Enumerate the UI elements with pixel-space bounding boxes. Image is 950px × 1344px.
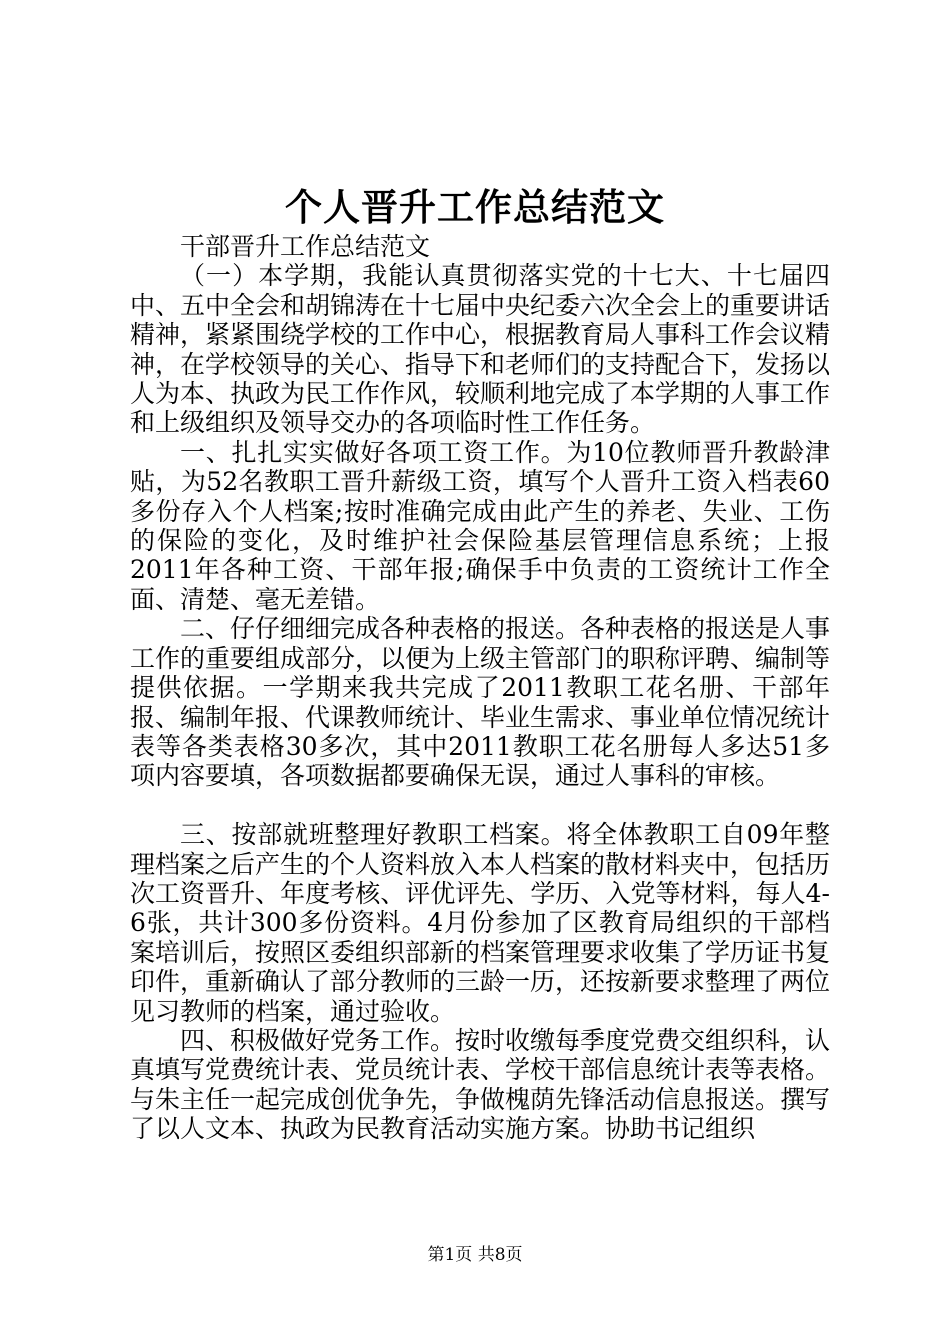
section-1-paragraph: 一、扎扎实实做好各项工资工作。为10位教师晋升教龄津贴，为52名教职工晋升薪级工资，填写个人晋升工资入档表60多份存入个人档案;按时准确完成由此产生的养老、失业、工伤的保险的变化，及时维护社会保险基层管理信息系统；上报2011年各种工资、干部年报;确保手中负责的工资统计工作全面、清楚、毫无差错。 bbox=[130, 437, 830, 614]
section-4-paragraph: 四、积极做好党务工作。按时收缴每季度党费交组织科，认真填写党费统计表、党员统计表、学校干部信息统计表等表格。与朱主任一起完成创优争先，争做槐荫先锋活动信息报送。撰写了以人文本、执政为民教育活动实施方案。协助书记组织 bbox=[130, 1025, 831, 1144]
page-number-footer: 第1页 共8页 bbox=[427, 1245, 523, 1265]
document-body bbox=[130, 232, 830, 1144]
blank-line bbox=[130, 791, 830, 820]
section-3-paragraph: 三、按部就班整理好教职工档案。将全体教职工自09年整理档案之后产生的个人资料放入本人档案的散材料夹中，包括历次工资晋升、年度考核、评优评先、学历、入党等材料，每人4-6张，共计300多份资料。4月份参加了区教育局组织的干部档案培训后，按照区委组织部新的档案管理要求收集了学历证书复印件，重新确认了部分教师的三龄一历，还按新要求整理了两位见习教师的档案，通过验收。 bbox=[130, 820, 831, 1026]
section-2-paragraph: 二、仔仔细细完成各种表格的报送。各种表格的报送是人事工作的重要组成部分，以便为上级主管部门的职称评聘、编制等提供依据。一学期来我共完成了2011教职工花名册、干部年报、编制年报、代课教师统计、毕业生需求、事业单位情况统计表等各类表格30多次，其中2011教职工花名册每人多达51多项内容要填，各项数据都要确保无误，通过人事科的审核。 bbox=[130, 614, 831, 791]
subtitle-paragraph: 干部晋升工作总结范文 bbox=[180, 232, 431, 261]
intro-paragraph: （一）本学期，我能认真贯彻落实党的十七大、十七届四中、五中全会和胡锦涛在十七届中央纪委六次全会上的重要讲话精神，紧紧围绕学校的工作中心，根据教育局人事科工作会议精神，在学校领导的关心、指导下和老师们的支持配合下，发扬以人为本、执政为民工作作风，较顺利地完成了本学期的人事工作和上级组织及领导交办的各项临时性工作任务。 bbox=[130, 261, 831, 438]
page-title: 个人晋升工作总结范文 bbox=[285, 186, 665, 229]
